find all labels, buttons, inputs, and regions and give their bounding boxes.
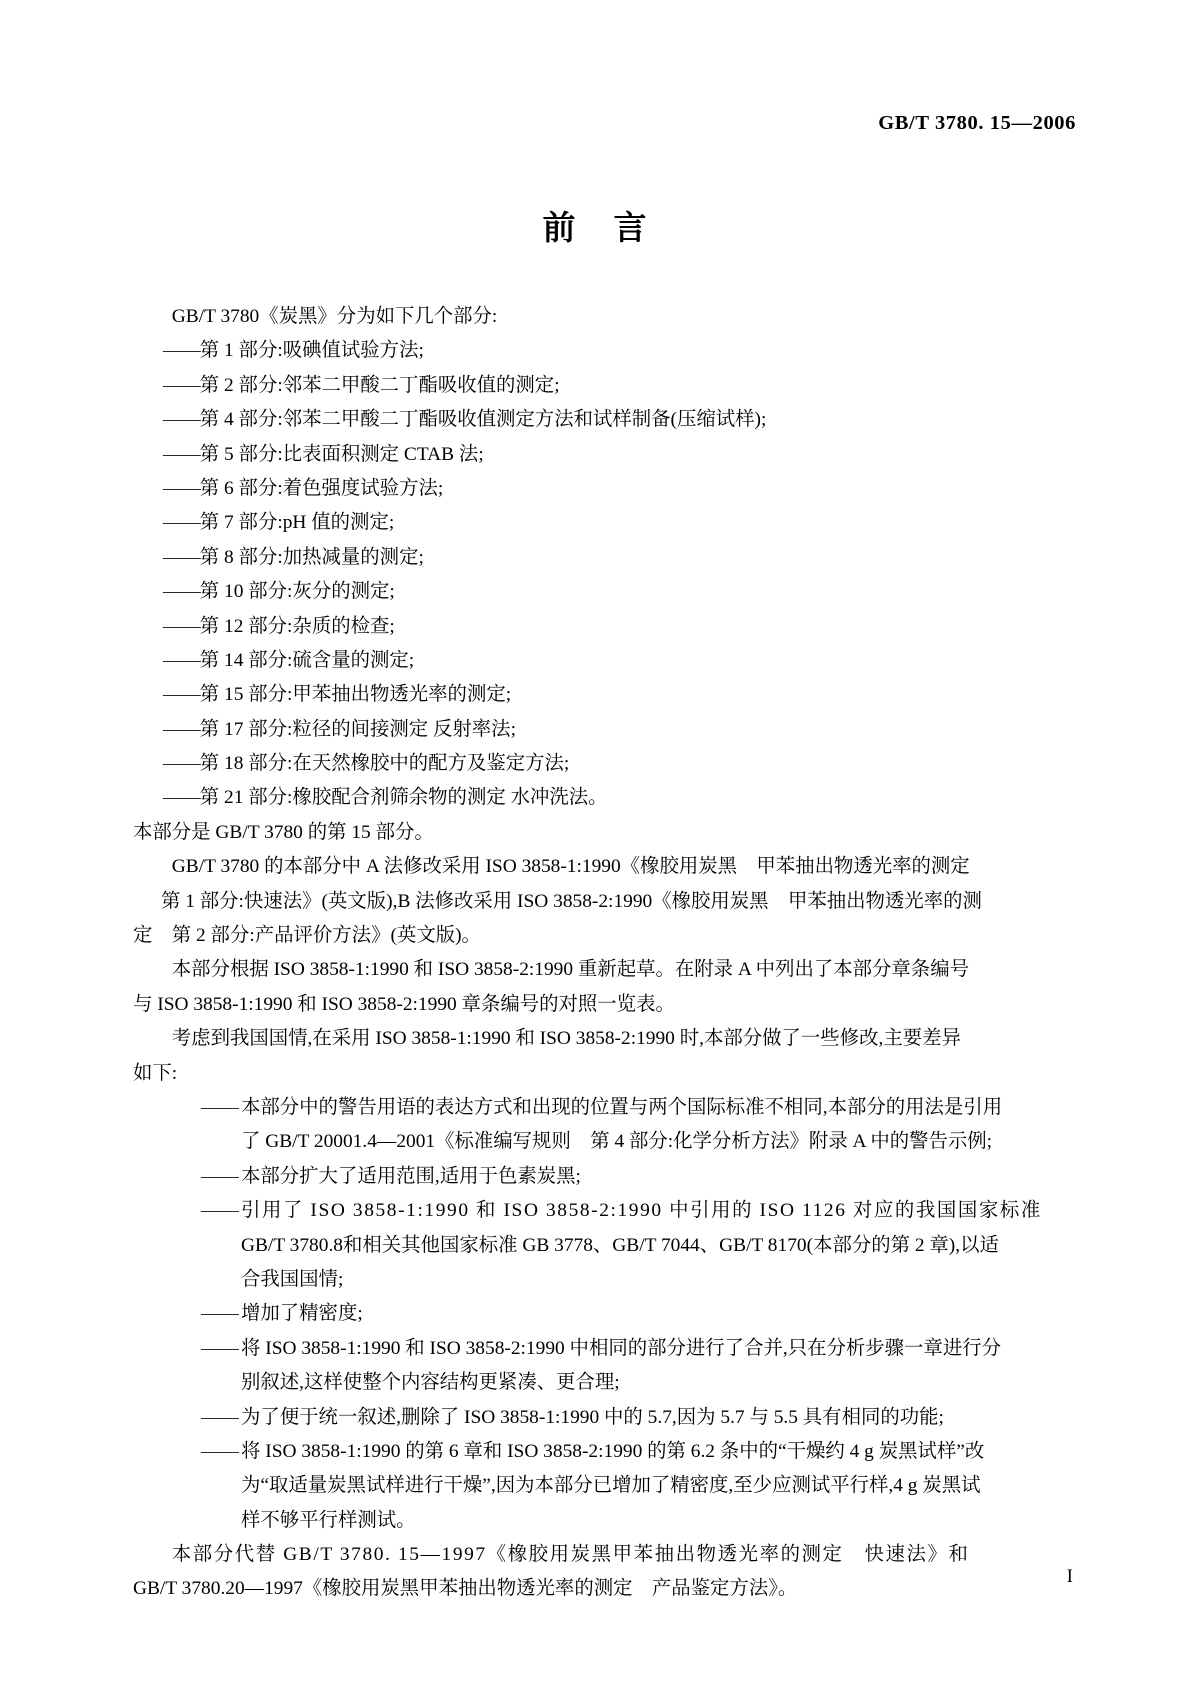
- difference-line: 增加了精密度;: [241, 1303, 363, 1325]
- list-item: [133, 403, 993, 437]
- difference-line: 合我国国情;: [241, 1268, 344, 1290]
- em-dash-marker: ——: [163, 443, 200, 465]
- em-dash-marker: ——: [201, 1406, 238, 1428]
- difference-line: 将 ISO 3858-1:1990 和 ISO 3858-2:1990 中相同的部分进行了合并,只在分析步骤一章进行分: [241, 1337, 1002, 1359]
- differences-list: [133, 1091, 1042, 1538]
- em-dash-marker: ——: [163, 546, 200, 568]
- em-dash-marker: ——: [163, 684, 200, 706]
- em-dash-marker: ——: [201, 1303, 238, 1325]
- list-item: [133, 438, 993, 472]
- difference-item: [133, 1297, 993, 1331]
- list-item-label: 第 4 部分:邻苯二甲酸二丁酯吸收值测定方法和试样制备(压缩试样);: [199, 409, 767, 431]
- difference-line: 样不够平行样测试。: [241, 1509, 416, 1531]
- standard-code-header: GB/T 3780. 15—2006: [878, 112, 1076, 134]
- em-dash-marker: ——: [163, 409, 200, 431]
- em-dash-marker: ——: [163, 649, 200, 671]
- list-item: [133, 713, 993, 747]
- title-char-1: 前: [542, 208, 578, 247]
- intro-lead: GB/T 3780《炭黑》分为如下几个部分:: [171, 306, 498, 327]
- list-item-label: 第 7 部分:pH 值的测定;: [199, 512, 395, 534]
- difference-item: [133, 1160, 993, 1194]
- list-item-label: 第 6 部分:着色强度试验方法;: [199, 477, 444, 499]
- em-dash-marker: ——: [163, 753, 200, 775]
- em-dash-marker: ——: [163, 374, 200, 396]
- paragraph-line: 第 1 部分:快速法》(英文版),B 法修改采用 ISO 3858-2:1990《橡胶用炭黑 甲苯抽出物透光率的测: [161, 890, 982, 912]
- paragraph-superseded: [133, 1538, 993, 1607]
- list-item: [133, 334, 993, 368]
- list-item: [133, 472, 993, 506]
- difference-item: [133, 1401, 993, 1435]
- paragraph-redraft: [133, 953, 993, 1022]
- list-item-label: 第 21 部分:橡胶配合剂筛余物的测定 水冲洗法。: [199, 787, 608, 809]
- list-item-label: 第 14 部分:硫含量的测定;: [199, 649, 415, 671]
- em-dash-marker: ——: [163, 477, 200, 499]
- list-item-label: 第 18 部分:在天然橡胶中的配方及鉴定方法;: [199, 753, 570, 775]
- list-item-label: 第 10 部分:灰分的测定;: [199, 581, 395, 603]
- difference-item: [133, 1194, 1042, 1297]
- difference-line: 将 ISO 3858-1:1990 的第 6 章和 ISO 3858-2:1990 的第 6.2 条中的“干燥约 4 g 炭黑试样”改: [241, 1440, 985, 1462]
- paragraph-line: 与 ISO 3858-1:1990 和 ISO 3858-2:1990 章条编号的对照一览表。: [133, 993, 675, 1015]
- paragraph-line: 定 第 2 部分:产品评价方法》(英文版)。: [133, 925, 481, 947]
- page-title: [0, 202, 1191, 249]
- em-dash-marker: ——: [201, 1096, 238, 1118]
- title-char-2: 言: [613, 208, 649, 247]
- list-item: [133, 747, 993, 781]
- list-item: [133, 610, 993, 644]
- paragraph-line: GB/T 3780.20—1997《橡胶用炭黑甲苯抽出物透光率的测定 产品鉴定方法》。: [133, 1578, 798, 1600]
- difference-line: 别叙述,这样使整个内容结构更紧凑、更合理;: [241, 1372, 620, 1394]
- em-dash-marker: ——: [201, 1337, 238, 1359]
- list-item: [133, 369, 993, 403]
- list-item: [133, 781, 993, 815]
- list-item-label: 第 8 部分:加热减量的测定;: [199, 546, 424, 568]
- list-item: [133, 541, 993, 575]
- em-dash-marker: ——: [163, 718, 200, 740]
- list-item-label: 第 17 部分:粒径的间接测定 反射率法;: [199, 718, 516, 740]
- em-dash-marker: ——: [163, 581, 200, 603]
- page-number: I: [1066, 1566, 1073, 1587]
- paragraph-part-15: 本部分是 GB/T 3780 的第 15 部分。: [133, 821, 434, 843]
- parts-list: [133, 334, 993, 815]
- paragraph-differences-lead: [133, 1022, 993, 1091]
- list-item-label: 第 1 部分:吸碘值试验方法;: [199, 340, 424, 362]
- list-item-label: 第 5 部分:比表面积测定 CTAB 法;: [199, 443, 484, 465]
- paragraph-line: 本部分根据 ISO 3858-1:1990 和 ISO 3858-2:1990 重新起草。在附录 A 中列出了本部分章条编号: [171, 959, 969, 981]
- list-item: [133, 678, 993, 712]
- paragraph-line: GB/T 3780 的本部分中 A 法修改采用 ISO 3858-1:1990《橡胶用炭黑 甲苯抽出物透光率的测定: [171, 856, 970, 878]
- em-dash-marker: ——: [201, 1200, 238, 1222]
- paragraph-iso-adoption: [133, 850, 993, 953]
- document-body: [133, 300, 1042, 1607]
- list-item: [133, 506, 993, 540]
- difference-line: 为“取适量炭黑试样进行干燥”,因为本部分已增加了精密度,至少应测试平行样,4 g 炭黑试: [241, 1475, 981, 1497]
- list-item-label: 第 2 部分:邻苯二甲酸二丁酯吸收值的测定;: [199, 374, 560, 396]
- em-dash-marker: ——: [163, 340, 200, 362]
- difference-line: GB/T 3780.8和相关其他国家标准 GB 3778、GB/T 7044、GB/T 8170(本部分的第 2 章),以适: [241, 1234, 999, 1256]
- difference-item: [133, 1091, 1003, 1160]
- em-dash-marker: ——: [201, 1440, 238, 1462]
- em-dash-marker: ——: [163, 512, 200, 534]
- list-item: [133, 644, 993, 678]
- difference-line: 引用了 ISO 3858-1:1990 和 ISO 3858-2:1990 中引用的 ISO 1126 对应的我国国家标准: [241, 1200, 1042, 1222]
- em-dash-marker: ——: [163, 615, 200, 637]
- em-dash-marker: ——: [201, 1165, 238, 1187]
- difference-line: 本部分扩大了适用范围,适用于色素炭黑;: [241, 1165, 581, 1187]
- difference-line: 本部分中的警告用语的表达方式和出现的位置与两个国际标准不相同,本部分的用法是引用: [241, 1096, 1003, 1118]
- paragraph-line: 考虑到我国国情,在采用 ISO 3858-1:1990 和 ISO 3858-2:1990 时,本部分做了一些修改,主要差异: [171, 1028, 961, 1050]
- difference-item: [133, 1332, 1002, 1401]
- list-item: [133, 575, 993, 609]
- difference-item: [133, 1435, 993, 1538]
- list-item-label: 第 15 部分:甲苯抽出物透光率的测定;: [199, 684, 512, 706]
- paragraph-line: 本部分代替 GB/T 3780. 15—1997《橡胶用炭黑甲苯抽出物透光率的测定 快速法》和: [171, 1544, 970, 1566]
- paragraph-line: 如下:: [133, 1062, 178, 1084]
- difference-line: 为了便于统一叙述,删除了 ISO 3858-1:1990 中的 5.7,因为 5.7 与 5.5 具有相同的功能;: [241, 1406, 944, 1428]
- em-dash-marker: ——: [163, 787, 200, 809]
- list-item-label: 第 12 部分:杂质的检查;: [199, 615, 395, 637]
- difference-line: 了 GB/T 20001.4—2001《标准编写规则 第 4 部分:化学分析方法》附录 A 中的警告示例;: [241, 1131, 993, 1153]
